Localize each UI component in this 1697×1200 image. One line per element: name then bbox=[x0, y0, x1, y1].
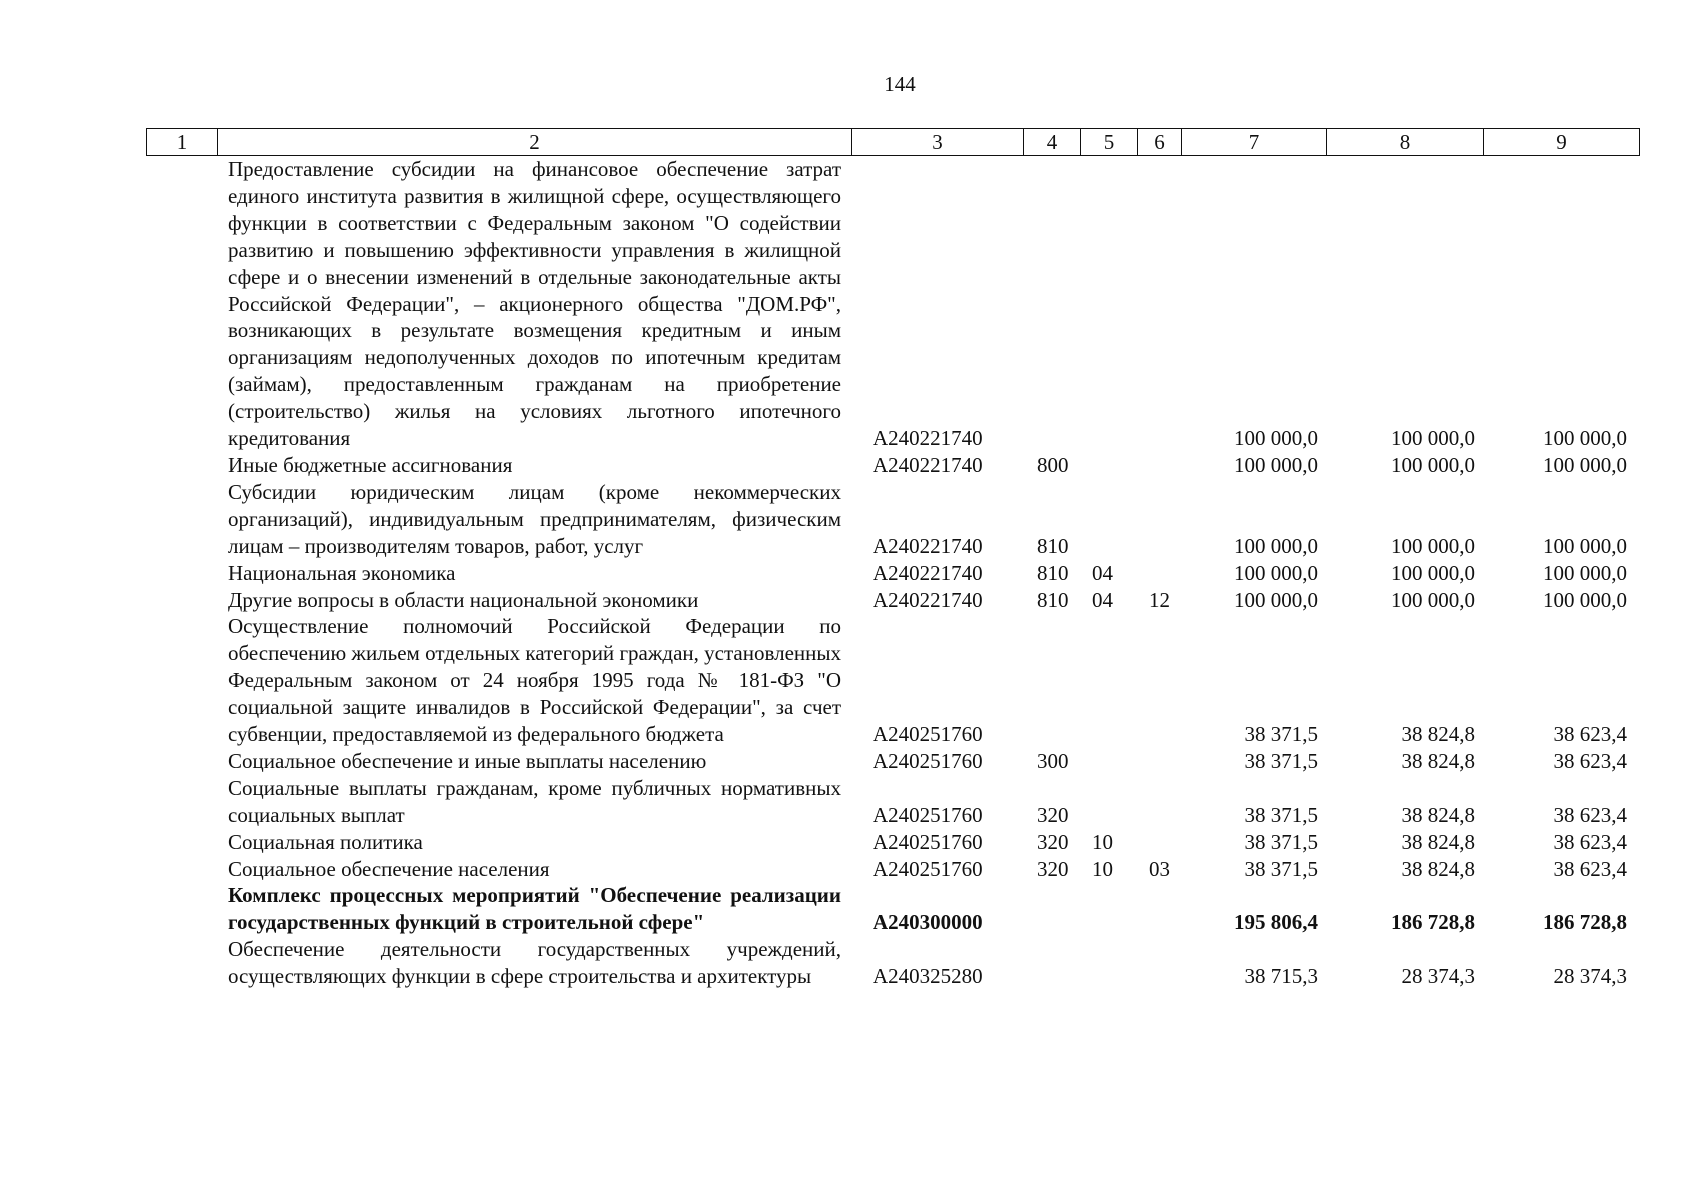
row-section bbox=[1080, 452, 1137, 479]
row-amount-col7: 100 000,0 bbox=[1234, 587, 1318, 612]
row-subsection bbox=[1137, 613, 1181, 748]
budget-table bbox=[146, 156, 1639, 990]
row-section bbox=[1080, 479, 1137, 560]
row-target-code: А240251760 bbox=[873, 722, 983, 747]
row-amount-col7: 38 715,3 bbox=[1244, 964, 1318, 989]
row-description: Осуществление полномочий Российской Федерации по обеспечению жильем отдельных категорий граждан, установленных Федеральным законом от 24 ноября 1995 года № 181-ФЗ "О социальной защите инвалидов в Российской Федерации", за счет субвенции, предоставляемой из федерального бюджета bbox=[228, 614, 841, 747]
column-header-table bbox=[146, 128, 1640, 156]
row-expense-type: 810 bbox=[1037, 533, 1069, 558]
row-blank-cell bbox=[146, 829, 217, 856]
row-amount-col7: 100 000,0 bbox=[1234, 426, 1318, 451]
row-description: Социальные выплаты гражданам, кроме публичных нормативных социальных выплат bbox=[228, 775, 841, 827]
row-amount-col8: 100 000,0 bbox=[1391, 587, 1475, 612]
row-blank-cell bbox=[146, 479, 217, 560]
row-section bbox=[1080, 936, 1137, 990]
column-header-4: 4 bbox=[1024, 129, 1081, 156]
row-blank-cell bbox=[146, 775, 217, 829]
row-expense-type bbox=[1023, 613, 1080, 748]
table-row bbox=[146, 587, 1639, 614]
row-section bbox=[1080, 748, 1137, 775]
row-target-code: А240251760 bbox=[873, 856, 983, 881]
row-section: 04 bbox=[1092, 560, 1113, 585]
table-row bbox=[146, 479, 1639, 560]
row-blank-cell bbox=[146, 882, 217, 936]
row-amount-col9: 100 000,0 bbox=[1543, 587, 1627, 612]
row-amount-col9: 186 728,8 bbox=[1543, 910, 1627, 935]
column-header-3: 3 bbox=[852, 129, 1024, 156]
row-amount-col7: 38 371,5 bbox=[1244, 722, 1318, 747]
row-subsection bbox=[1137, 936, 1181, 990]
row-subsection bbox=[1137, 156, 1181, 452]
row-amount-col9: 100 000,0 bbox=[1543, 533, 1627, 558]
row-subsection bbox=[1137, 452, 1181, 479]
row-section bbox=[1080, 882, 1137, 936]
row-section: 10 bbox=[1092, 856, 1113, 881]
row-amount-col9: 28 374,3 bbox=[1553, 964, 1627, 989]
row-description: Субсидии юридическим лицам (кроме некоммерческих организаций), индивидуальным предпринимателям, физическим лицам – производителям товаров, работ, услуг bbox=[228, 479, 841, 558]
row-target-code: А240251760 bbox=[873, 829, 983, 854]
row-amount-col7: 195 806,4 bbox=[1234, 910, 1318, 935]
column-header-row bbox=[147, 129, 1640, 156]
table-row bbox=[146, 829, 1639, 856]
row-amount-col9: 38 623,4 bbox=[1553, 829, 1627, 854]
row-amount-col8: 100 000,0 bbox=[1391, 560, 1475, 585]
row-expense-type: 800 bbox=[1037, 452, 1069, 477]
column-header-7: 7 bbox=[1182, 129, 1327, 156]
table-row bbox=[146, 748, 1639, 775]
table-row bbox=[146, 856, 1639, 883]
row-expense-type: 300 bbox=[1037, 748, 1069, 773]
row-subsection bbox=[1137, 479, 1181, 560]
row-amount-col7: 100 000,0 bbox=[1234, 452, 1318, 477]
row-section bbox=[1080, 156, 1137, 452]
row-target-code: А240221740 bbox=[873, 452, 983, 477]
row-description: Иные бюджетные ассигнования bbox=[228, 452, 513, 477]
row-blank-cell bbox=[146, 452, 217, 479]
row-blank-cell bbox=[146, 156, 217, 452]
row-blank-cell bbox=[146, 856, 217, 883]
row-subsection bbox=[1137, 748, 1181, 775]
row-description: Обеспечение деятельности государственных учреждений, осуществляющих функции в сфере строительства и архитектуры bbox=[228, 937, 841, 989]
row-expense-type: 320 bbox=[1037, 829, 1069, 854]
row-description: Социальное обеспечение населения bbox=[228, 856, 550, 881]
page-number: 144 bbox=[884, 72, 916, 96]
row-subsection bbox=[1137, 775, 1181, 829]
row-amount-col8: 100 000,0 bbox=[1391, 452, 1475, 477]
row-blank-cell bbox=[146, 560, 217, 587]
row-amount-col7: 38 371,5 bbox=[1244, 829, 1318, 854]
row-amount-col8: 100 000,0 bbox=[1391, 426, 1475, 451]
row-amount-col8: 38 824,8 bbox=[1401, 802, 1475, 827]
row-amount-col8: 38 824,8 bbox=[1401, 748, 1475, 773]
row-description: Социальная политика bbox=[228, 829, 423, 854]
row-target-code: А240221740 bbox=[873, 560, 983, 585]
row-amount-col8: 186 728,8 bbox=[1391, 910, 1475, 935]
row-target-code: А240221740 bbox=[873, 533, 983, 558]
table-row bbox=[146, 452, 1639, 479]
row-description: Другие вопросы в области национальной экономики bbox=[228, 587, 699, 612]
row-amount-col9: 100 000,0 bbox=[1543, 426, 1627, 451]
column-header-8: 8 bbox=[1327, 129, 1484, 156]
row-expense-type bbox=[1023, 936, 1080, 990]
row-amount-col8: 100 000,0 bbox=[1391, 533, 1475, 558]
row-amount-col7: 100 000,0 bbox=[1234, 560, 1318, 585]
row-blank-cell bbox=[146, 587, 217, 614]
row-expense-type bbox=[1023, 156, 1080, 452]
row-expense-type bbox=[1023, 882, 1080, 936]
row-target-code: А240221740 bbox=[873, 426, 983, 451]
row-subsection bbox=[1137, 560, 1181, 587]
row-description: Предоставление субсидии на финансовое обеспечение затрат единого института развития в жилищной сфере, осуществляющего функции в соответствии с Федеральным законом "О содействии развитию и повышению эффективности управления в жилищной сфере и о внесении изменений в отдельные законодательные акты Российской Федерации", – акционерного общества "ДОМ.РФ", возникающих в результате возмещения кредитным и иным организациям недополученных доходов по ипотечным кредитам (займам), предоставленным гражданам на приобретение (строительство) жилья на условиях льготного ипотечного кредитования bbox=[228, 157, 841, 451]
table-row bbox=[146, 613, 1639, 748]
row-amount-col7: 38 371,5 bbox=[1244, 856, 1318, 881]
row-blank-cell bbox=[146, 936, 217, 990]
row-amount-col8: 38 824,8 bbox=[1401, 856, 1475, 881]
table-row bbox=[146, 936, 1639, 990]
row-amount-col7: 38 371,5 bbox=[1244, 748, 1318, 773]
row-amount-col9: 38 623,4 bbox=[1553, 856, 1627, 881]
row-expense-type: 320 bbox=[1037, 856, 1069, 881]
row-section: 04 bbox=[1092, 587, 1113, 612]
row-expense-type: 810 bbox=[1037, 587, 1069, 612]
row-description: Национальная экономика bbox=[228, 560, 456, 585]
row-expense-type: 810 bbox=[1037, 560, 1069, 585]
column-header-5: 5 bbox=[1081, 129, 1138, 156]
row-target-code: А240221740 bbox=[873, 587, 983, 612]
column-header-2: 2 bbox=[218, 129, 852, 156]
row-amount-col9: 38 623,4 bbox=[1553, 802, 1627, 827]
row-section bbox=[1080, 775, 1137, 829]
row-subsection: 03 bbox=[1149, 856, 1170, 881]
row-amount-col9: 38 623,4 bbox=[1553, 722, 1627, 747]
row-target-code: А240251760 bbox=[873, 748, 983, 773]
column-header-1: 1 bbox=[147, 129, 218, 156]
row-subsection bbox=[1137, 882, 1181, 936]
row-expense-type: 320 bbox=[1037, 802, 1069, 827]
table-row bbox=[146, 156, 1639, 452]
row-blank-cell bbox=[146, 613, 217, 748]
table-row bbox=[146, 882, 1639, 936]
row-description: Комплекс процессных мероприятий "Обеспечение реализации государственных функций в строительной сфере" bbox=[228, 883, 841, 935]
row-description: Социальное обеспечение и иные выплаты населению bbox=[228, 748, 707, 773]
row-target-code: А240300000 bbox=[873, 910, 983, 935]
column-header-6: 6 bbox=[1138, 129, 1182, 156]
row-blank-cell bbox=[146, 748, 217, 775]
row-section bbox=[1080, 613, 1137, 748]
row-section: 10 bbox=[1092, 829, 1113, 854]
row-amount-col7: 100 000,0 bbox=[1234, 533, 1318, 558]
row-amount-col9: 38 623,4 bbox=[1553, 748, 1627, 773]
row-amount-col9: 100 000,0 bbox=[1543, 452, 1627, 477]
row-subsection: 12 bbox=[1149, 587, 1170, 612]
row-amount-col8: 38 824,8 bbox=[1401, 722, 1475, 747]
row-amount-col9: 100 000,0 bbox=[1543, 560, 1627, 585]
row-amount-col8: 38 824,8 bbox=[1401, 829, 1475, 854]
column-header-9: 9 bbox=[1484, 129, 1640, 156]
table-row bbox=[146, 560, 1639, 587]
table-row bbox=[146, 775, 1639, 829]
row-amount-col7: 38 371,5 bbox=[1244, 802, 1318, 827]
row-target-code: А240325280 bbox=[873, 964, 983, 989]
row-amount-col8: 28 374,3 bbox=[1401, 964, 1475, 989]
row-target-code: А240251760 bbox=[873, 802, 983, 827]
row-subsection bbox=[1137, 829, 1181, 856]
